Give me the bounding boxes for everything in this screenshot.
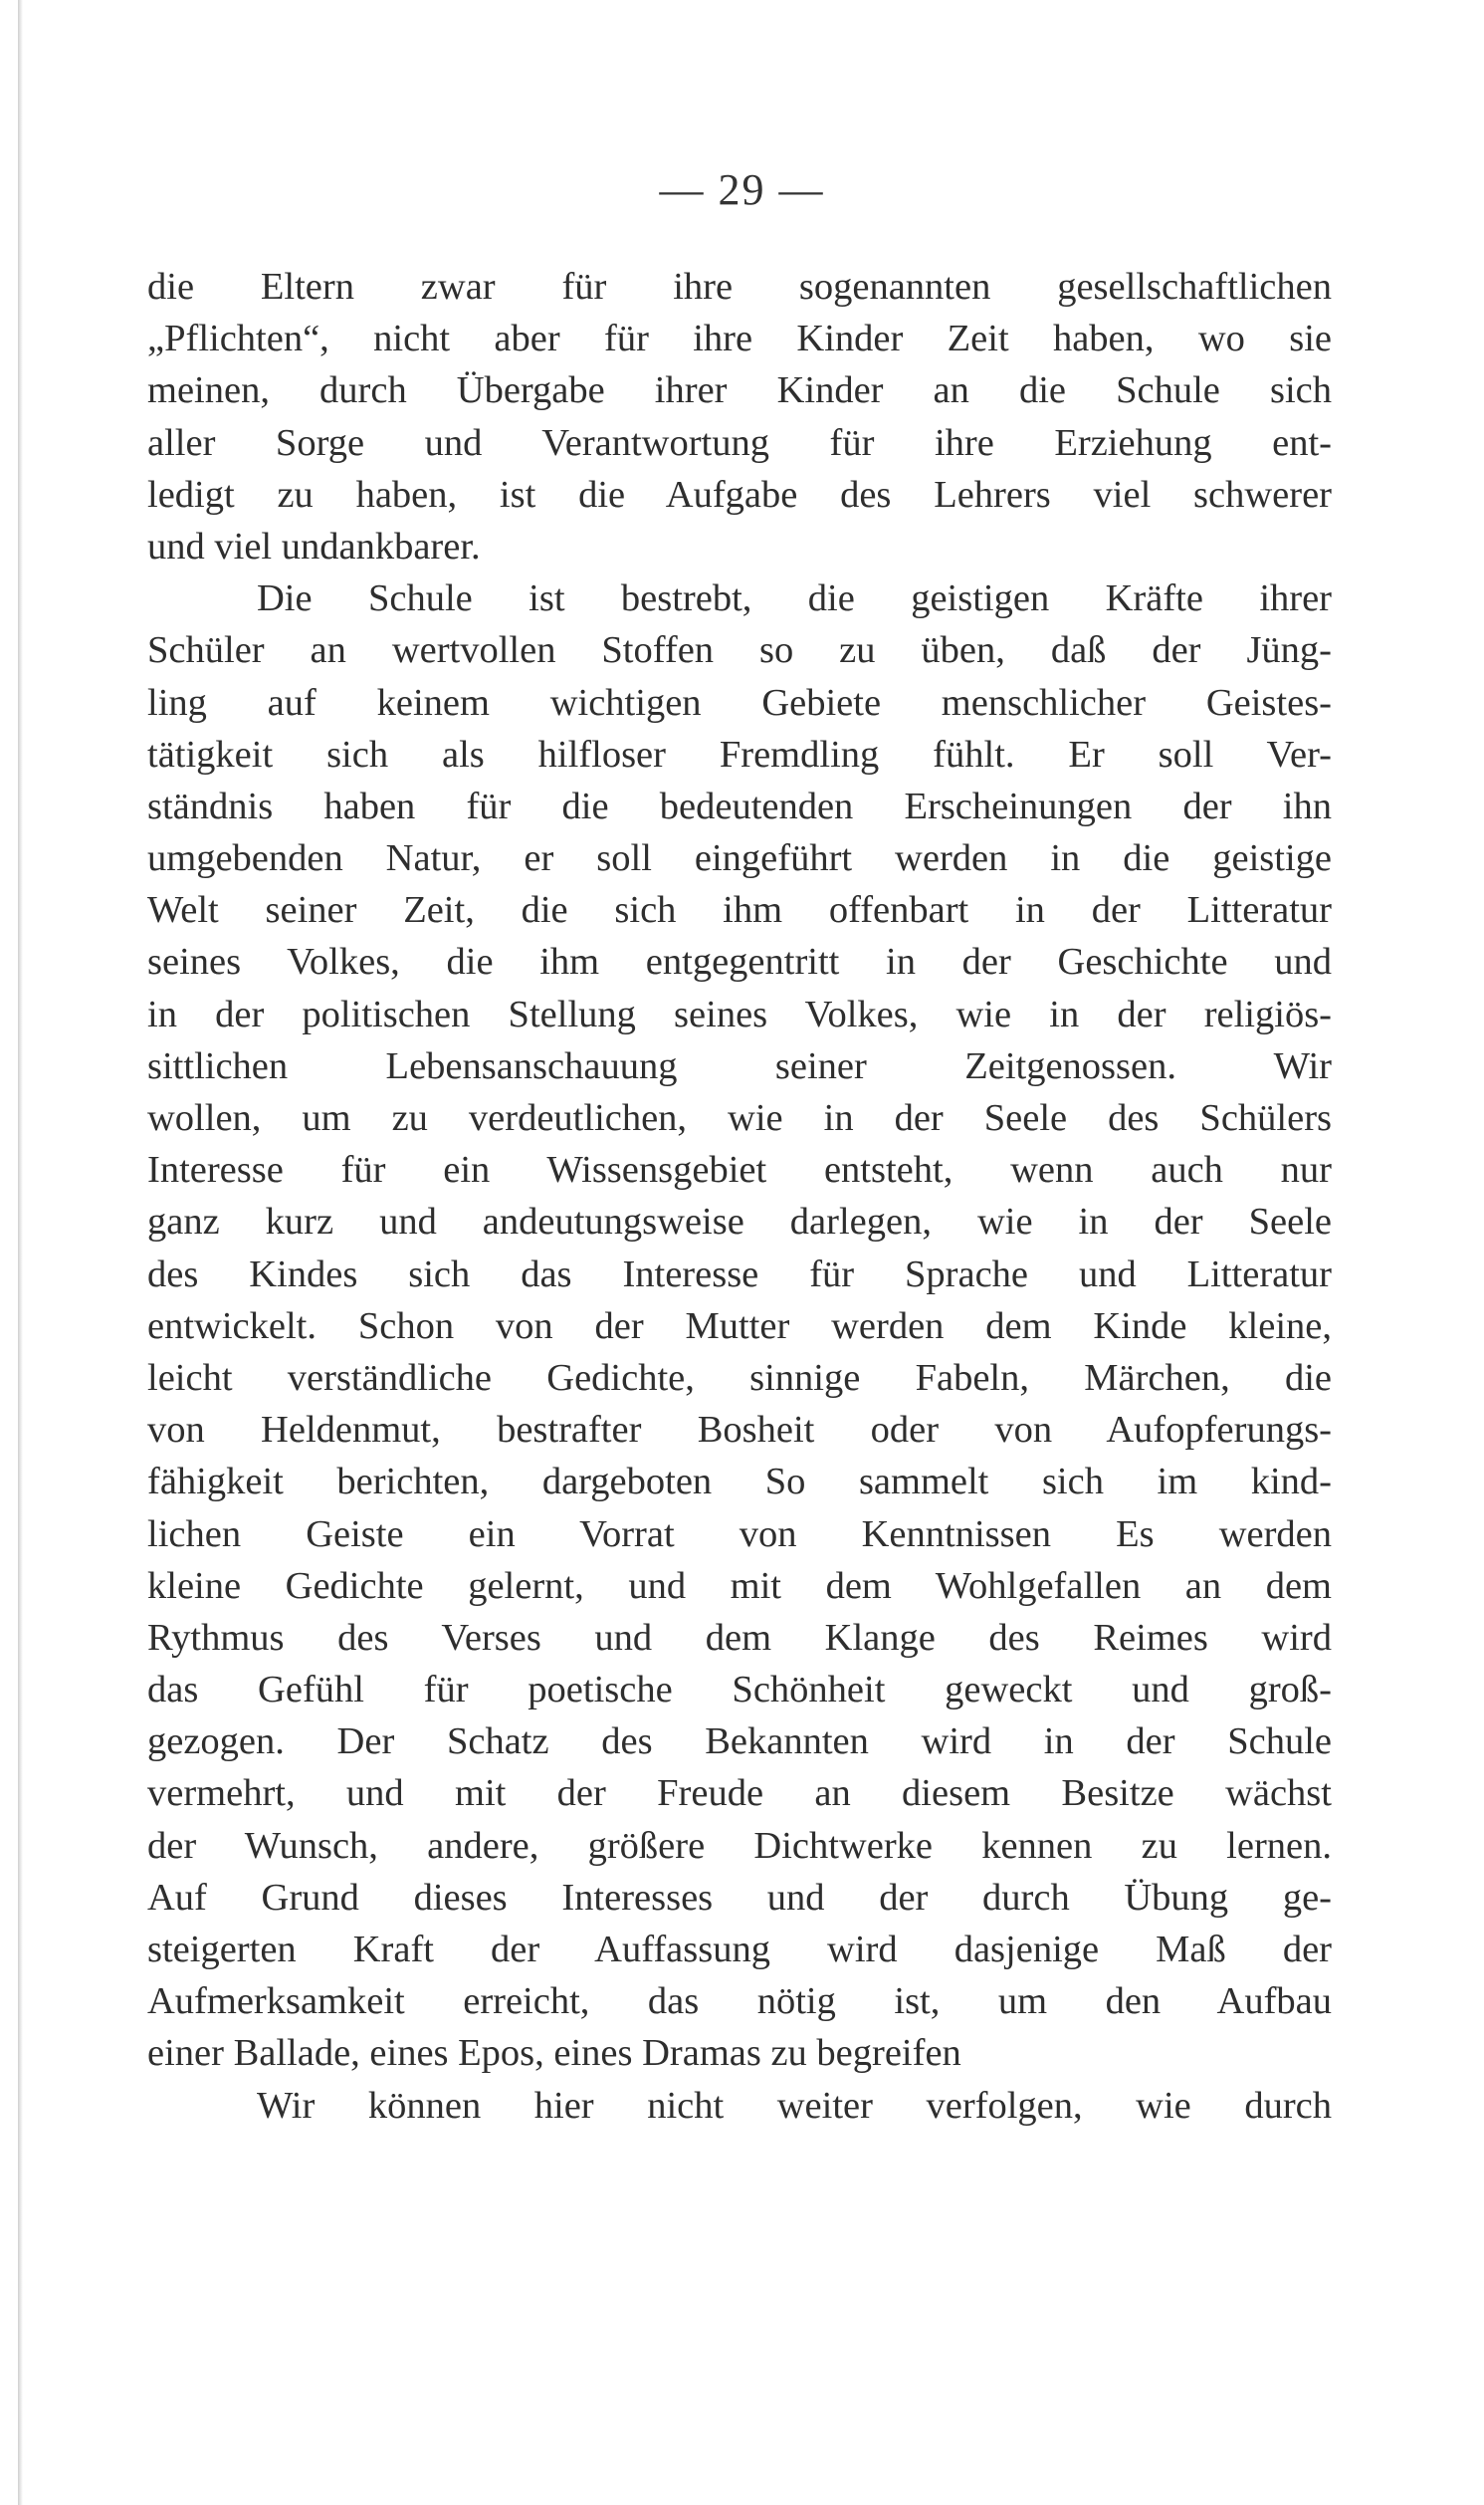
text-line: ledigt zu haben, ist die Aufgabe des Lehrers viel schwerer xyxy=(147,473,1332,516)
text-line: von Heldenmut, bestrafter Bosheit oder von Aufopferungs- xyxy=(147,1409,1332,1452)
text-line: und viel undankbarer. xyxy=(147,525,481,568)
text-line: ganz kurz und andeutungsweise darlegen, wie in der Seele xyxy=(147,1201,1332,1244)
text-line: in der politischen Stellung seines Volkes, wie in der religiös- xyxy=(147,993,1332,1035)
text-line: Auf Grund dieses Interesses und der durch Übung ge- xyxy=(147,1876,1332,1919)
text-line: wollen, um zu verdeutlichen, wie in der Seele des Schülers xyxy=(147,1097,1332,1139)
text-line: meinen, durch Übergabe ihrer Kinder an die Schule sich xyxy=(147,369,1332,412)
text-line: fähigkeit berichten, dargeboten So sammelt sich im kind- xyxy=(147,1461,1332,1503)
text-line: Die Schule ist bestrebt, die geistigen Kräfte ihrer xyxy=(257,577,1332,620)
text-line: Interesse für ein Wissensgebiet entsteht, wenn auch nur xyxy=(147,1149,1332,1192)
text-line: leicht verständliche Gedichte, sinnige Fabeln, Märchen, die xyxy=(147,1356,1332,1399)
page-edge xyxy=(18,0,23,2505)
text-line: die Eltern zwar für ihre sogenannten gesellschaftlichen xyxy=(147,266,1332,308)
page-number: — 29 — xyxy=(659,165,825,214)
text-line: gezogen. Der Schatz des Bekannten wird in der Schule xyxy=(147,1720,1332,1763)
text-line: steigerten Kraft der Auffassung wird dasjenige Maß der xyxy=(147,1929,1332,1970)
text-line: kleine Gedichte gelernt, und mit dem Wohlgefallen an dem xyxy=(147,1564,1332,1607)
text-line: lichen Geiste ein Vorrat von Kenntnissen Es werden xyxy=(147,1512,1332,1555)
text-line: sittlichen Lebensanschauung seiner Zeitgenossen. Wir xyxy=(147,1044,1332,1087)
text-line: ständnis haben für die bedeutenden Erscheinungen der ihn xyxy=(147,785,1332,827)
text-line: tätigkeit sich als hilfloser Fremdling fühlt. Er soll Ver- xyxy=(147,733,1332,776)
text-line: Aufmerksamkeit erreicht, das nötig ist, um den Aufbau xyxy=(147,1980,1332,2023)
text-line: Schüler an wertvollen Stoffen so zu üben, daß der Jüng- xyxy=(147,629,1332,672)
text-line: das Gefühl für poetische Schönheit geweckt und groß- xyxy=(147,1669,1332,1711)
text-line: ling auf keinem wichtigen Gebiete menschlicher Geistes- xyxy=(147,681,1332,724)
text-line: Rythmus des Verses und dem Klange des Reimes wird xyxy=(147,1616,1332,1659)
text-line: umgebenden Natur, er soll eingeführt werden in die geistige xyxy=(147,837,1332,880)
text-line: des Kindes sich das Interesse für Sprache und Litteratur xyxy=(147,1252,1332,1295)
text-line: Wir können hier nicht weiter verfolgen, wie durch xyxy=(257,2084,1332,2127)
text-line: der Wunsch, andere, größere Dichtwerke kennen zu lernen. xyxy=(147,1824,1332,1867)
text-line: seines Volkes, die ihm entgegentritt in der Geschichte und xyxy=(147,941,1332,984)
text-line: „Pflichten“, nicht aber für ihre Kinder Zeit haben, wo sie xyxy=(147,318,1332,360)
text-line: aller Sorge und Verantwortung für ihre Erziehung ent- xyxy=(147,421,1332,464)
body-text xyxy=(147,261,1332,2132)
text-line: Welt seiner Zeit, die sich ihm offenbart in der Litteratur xyxy=(147,889,1332,932)
text-line: vermehrt, und mit der Freude an diesem Besitze wächst xyxy=(147,1772,1332,1815)
text-line: einer Ballade, eines Epos, eines Dramas zu begreifen xyxy=(147,2032,961,2075)
text-line: entwickelt. Schon von der Mutter werden dem Kinde kleine, xyxy=(147,1304,1332,1347)
